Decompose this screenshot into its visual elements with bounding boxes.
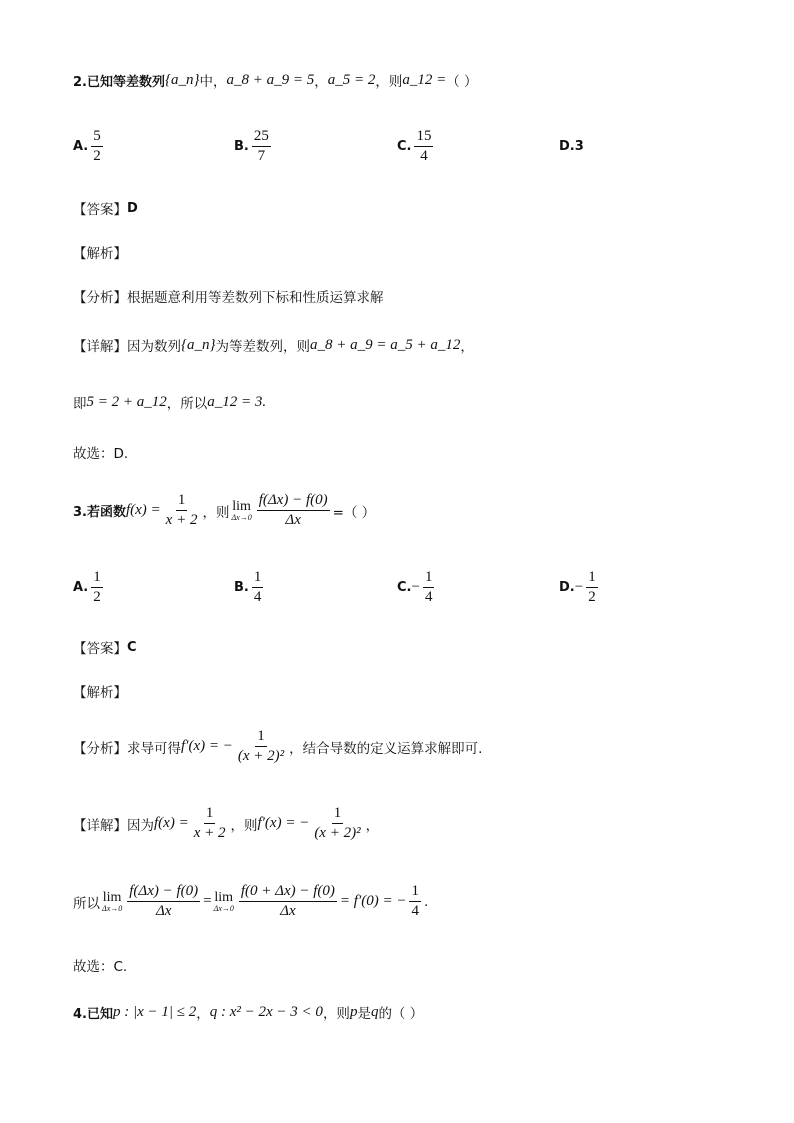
q3-option-d[interactable] bbox=[559, 569, 601, 606]
text: ，则 bbox=[230, 817, 258, 834]
q4-stem-line bbox=[73, 1002, 423, 1022]
numerator: 1 bbox=[252, 569, 264, 588]
option-fraction bbox=[423, 569, 435, 606]
option-label: D. bbox=[559, 139, 575, 154]
q3-answer bbox=[73, 637, 137, 657]
fenxi-label: 【分析】 bbox=[73, 740, 127, 757]
condition-p: p : |x − 1| ≤ 2 bbox=[112, 1003, 197, 1020]
denominator: 4 bbox=[411, 903, 419, 919]
q3-analysis-heading bbox=[73, 681, 127, 701]
numerator: 5 bbox=[91, 128, 103, 147]
numerator: 1 bbox=[409, 883, 421, 902]
option-value: 3 bbox=[574, 139, 584, 154]
q3-option-a[interactable] bbox=[73, 569, 106, 606]
q3-fenxi bbox=[73, 728, 482, 765]
answer-value: C bbox=[127, 639, 137, 655]
q2-stem: 2.已知等差数列 bbox=[73, 74, 165, 90]
limit-fraction bbox=[127, 883, 200, 920]
punct: ， bbox=[196, 1006, 210, 1022]
function-fraction bbox=[164, 492, 200, 529]
function-fraction bbox=[192, 805, 228, 842]
q2-sequence: {a_n} bbox=[164, 71, 200, 88]
q3-xiangjie bbox=[73, 805, 379, 842]
numerator: 1 bbox=[332, 805, 344, 824]
limit-symbol bbox=[214, 890, 234, 913]
denominator: x + 2 bbox=[193, 825, 226, 841]
q2-option-a-fraction bbox=[91, 128, 103, 165]
q2-paren: （ ） bbox=[446, 74, 478, 90]
derivative-fraction bbox=[312, 805, 362, 842]
denominator: (x + 2)² bbox=[237, 748, 285, 764]
option-label: C. bbox=[397, 580, 412, 595]
q4-paren: 的（ ） bbox=[378, 1006, 424, 1022]
denominator: 2 bbox=[93, 589, 101, 605]
lim-subscript: Δx→0 bbox=[213, 904, 234, 913]
option-fraction bbox=[586, 569, 598, 606]
xiangjie-text: 为等差数列，则 bbox=[215, 339, 310, 355]
xiangjie-label: 【详解】 bbox=[73, 339, 127, 355]
condition-q: q : x² − 2x − 3 < 0 bbox=[209, 1003, 323, 1020]
numerator: 1 bbox=[255, 728, 267, 747]
q2-option-b[interactable] bbox=[234, 128, 274, 165]
numerator: 1 bbox=[204, 805, 216, 824]
denominator: 4 bbox=[253, 589, 262, 605]
option-sign: − bbox=[574, 579, 584, 595]
xiangjie-text: 因为数列 bbox=[127, 339, 181, 355]
q3-stem: 3.若函数 bbox=[73, 505, 126, 520]
q3-option-c[interactable] bbox=[397, 569, 437, 606]
p-symbol: p bbox=[349, 1003, 358, 1020]
lim-word: lim bbox=[102, 890, 122, 905]
q-symbol: q bbox=[370, 1003, 379, 1020]
q3-choose bbox=[73, 955, 127, 975]
q2-option-a[interactable] bbox=[73, 128, 106, 165]
numerator: 15 bbox=[414, 128, 433, 147]
numerator: f(0 + Δx) − f(0) bbox=[239, 883, 337, 902]
numerator: 25 bbox=[252, 128, 271, 147]
result-fraction bbox=[409, 883, 421, 920]
q2-comma: ， bbox=[314, 74, 328, 90]
equation: a_8 + a_9 = a_5 + a_12 bbox=[310, 336, 461, 353]
numerator: 1 bbox=[423, 569, 435, 588]
q2-mid-text: 中， bbox=[199, 74, 227, 90]
text: ，所以 bbox=[166, 396, 208, 412]
limit-symbol bbox=[231, 499, 251, 522]
numerator: f(Δx) − f(0) bbox=[257, 492, 330, 511]
analysis-label: 【解析】 bbox=[73, 246, 127, 262]
text: ，结合导数的定义运算求解即可. bbox=[289, 740, 483, 757]
denominator: 4 bbox=[424, 589, 433, 605]
denominator: 2 bbox=[93, 148, 101, 164]
q3-paren: =（ ） bbox=[332, 504, 376, 521]
q2-option-d[interactable] bbox=[559, 139, 584, 154]
q4-stem: 4.已知 bbox=[73, 1006, 113, 1022]
numerator: 1 bbox=[586, 569, 598, 588]
q2-option-b-fraction bbox=[252, 128, 271, 165]
derivative: f′(x) = − bbox=[257, 815, 310, 831]
lim-subscript: Δx→0 bbox=[102, 904, 123, 913]
q2-option-c-fraction bbox=[414, 128, 433, 165]
lim-word: lim bbox=[232, 499, 251, 514]
option-label: B. bbox=[234, 139, 249, 154]
numerator: 1 bbox=[91, 569, 103, 588]
q2-target: a_12 = bbox=[402, 71, 447, 88]
punct: ， bbox=[460, 339, 474, 355]
q3-stem-line bbox=[73, 492, 375, 529]
function: f(x) = bbox=[125, 502, 161, 518]
q2-xiangjie bbox=[73, 335, 474, 355]
punct: ， bbox=[365, 817, 380, 834]
text: 即 bbox=[73, 396, 87, 412]
text: ，则 bbox=[322, 1006, 350, 1022]
answer-value: D bbox=[127, 200, 138, 216]
denominator: Δx bbox=[285, 512, 301, 528]
q2-answer bbox=[73, 198, 138, 218]
text: 因为 bbox=[127, 817, 154, 834]
q2-condition-1: a_8 + a_9 = 5 bbox=[226, 71, 315, 88]
limit-symbol bbox=[102, 890, 122, 913]
equation: 5 = 2 + a_12 bbox=[86, 393, 167, 410]
option-sign: − bbox=[411, 579, 420, 595]
lim-subscript: Δx→0 bbox=[231, 513, 252, 522]
q2-analysis-heading bbox=[73, 242, 127, 262]
option-fraction bbox=[252, 569, 264, 606]
q3-step-2 bbox=[73, 883, 428, 920]
text: 所以 bbox=[73, 895, 100, 912]
function: f(x) = bbox=[154, 815, 189, 831]
q2-then: ，则 bbox=[375, 74, 403, 90]
fenxi-text: 根据题意利用等差数列下标和性质运算求解 bbox=[127, 290, 384, 306]
punct: . bbox=[423, 893, 429, 910]
q2-fenxi bbox=[73, 286, 384, 306]
choose-text: 故选：C. bbox=[73, 959, 128, 975]
derivative: f′(x) = − bbox=[181, 738, 233, 754]
numerator: 1 bbox=[176, 492, 188, 511]
option-fraction bbox=[91, 569, 103, 606]
xiangjie-label: 【详解】 bbox=[73, 817, 127, 834]
q2-step-2 bbox=[73, 392, 266, 412]
option-label: D. bbox=[559, 580, 575, 595]
result: a_12 = 3. bbox=[207, 393, 267, 410]
denominator: 7 bbox=[257, 148, 266, 164]
option-label: C. bbox=[397, 139, 412, 154]
sequence: {a_n} bbox=[181, 336, 216, 353]
limit-fraction bbox=[257, 492, 330, 529]
q2-stem-line bbox=[73, 70, 478, 90]
text: 是 bbox=[357, 1006, 371, 1022]
answer-label: 【答案】 bbox=[73, 641, 127, 657]
numerator: f(Δx) − f(0) bbox=[127, 883, 200, 902]
denominator: Δx bbox=[280, 903, 296, 919]
choose-text: 故选：D. bbox=[73, 446, 129, 462]
lim-word: lim bbox=[214, 890, 234, 905]
answer-label: 【答案】 bbox=[73, 202, 127, 218]
option-label: B. bbox=[234, 580, 249, 595]
denominator: 4 bbox=[420, 148, 428, 164]
option-label: A. bbox=[73, 580, 89, 595]
equals: = bbox=[203, 893, 212, 909]
result: = f′(0) = − bbox=[339, 893, 407, 909]
limit-fraction-2 bbox=[239, 883, 337, 920]
q2-option-c[interactable] bbox=[397, 128, 436, 165]
derivative-fraction bbox=[236, 728, 286, 765]
option-label: A. bbox=[73, 139, 89, 154]
denominator: Δx bbox=[155, 903, 172, 919]
denominator: (x + 2)² bbox=[314, 825, 361, 841]
q2-choose bbox=[73, 442, 128, 462]
denominator: 2 bbox=[588, 589, 596, 605]
q3-option-b[interactable] bbox=[234, 569, 266, 606]
fenxi-label: 【分析】 bbox=[73, 290, 127, 306]
analysis-label: 【解析】 bbox=[73, 685, 127, 701]
q2-condition-2: a_5 = 2 bbox=[327, 71, 376, 88]
text: ，则 bbox=[202, 504, 230, 521]
text: 求导可得 bbox=[127, 740, 181, 757]
denominator: x + 2 bbox=[165, 512, 198, 528]
